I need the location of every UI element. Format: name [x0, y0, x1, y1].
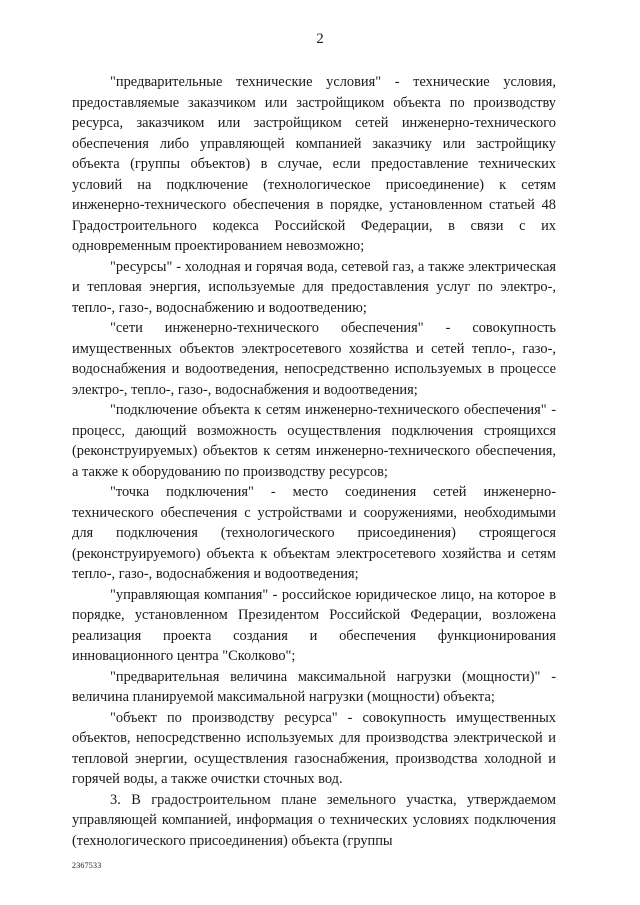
definition-preliminary-technical-conditions: "предварительные технические условия" - технические условия, предоставляемые заказчиком или застройщиком объекта по производству ресурса, заказчиком или застройщиком сетей инженерно-технического обеспечения либо управляющей компанией заказчику или застройщику объекта (группы объектов) в случае, если предоставление технических условий на подключение (технологическое присоединение) к сетям инженерно-технического обеспечения в порядке, установленном статьей 48 Градостроительного кодекса Российской Федерации, в связи с их одновременным проектированием невозможно; — [72, 74, 556, 254]
definition-management-company: "управляющая компания" - российское юридическое лицо, на которое в порядке, установленном Президентом Российской Федерации, возложена реализация проекта создания и обеспечения функционирования инновационного центра "Сколково"; — [72, 586, 556, 664]
definition-preliminary-max-load: "предварительная величина максимальной нагрузки (мощности)" - величина планируемой максимальной нагрузки (мощности) объекта; — [72, 668, 556, 705]
definition-resource-production-object: "объект по производству ресурса" - совокупность имущественных объектов, непосредственно используемых для производства электрической и тепловой энергии, осуществления газоснабжения, производства холодной и горячей воды, а также очистки сточных вод. — [72, 709, 556, 787]
definition-engineering-networks: "сети инженерно-технического обеспечения" - совокупность имущественных объектов электросетевого хозяйства и сетей тепло-, газо-, водоснабжения и водоотведения, непосредственно используемых в процессе электро-, тепло-, газо-, водоснабжения и водоотведения; — [72, 320, 556, 398]
page-number: 2 — [316, 31, 324, 47]
clause-3: 3. В градостроительном плане земельного участка, утверждаемом управляющей компанией, информация о технических условиях подключения (технологического присоединения) объекта (группы — [72, 791, 556, 849]
definition-resources: "ресурсы" - холодная и горячая вода, сетевой газ, а также электрическая и тепловая энергия, используемые для предоставления услуг по электро-, тепло-, газо-, водоснабжению и водоотведению; — [72, 258, 556, 316]
definition-connection: "подключение объекта к сетям инженерно-технического обеспечения" - процесс, дающий возможность осуществления подключения строящихся (реконструируемых) объектов к сетям инженерно-технического обеспечения, а также к оборудованию по производству ресурсов; — [72, 402, 556, 480]
document-footer-code: 2367533 — [72, 861, 102, 870]
document-body — [72, 72, 556, 851]
definition-connection-point: "точка подключения" - место соединения сетей инженерно-технического обеспечения с устройствами и сооружениями, необходимыми для подключения (технологического присоединения) строящегося (реконструируемого) объекта к объектам электросетевого хозяйства и сетям тепло-, газо-, водоснабжения и водоотведения; — [72, 484, 556, 582]
